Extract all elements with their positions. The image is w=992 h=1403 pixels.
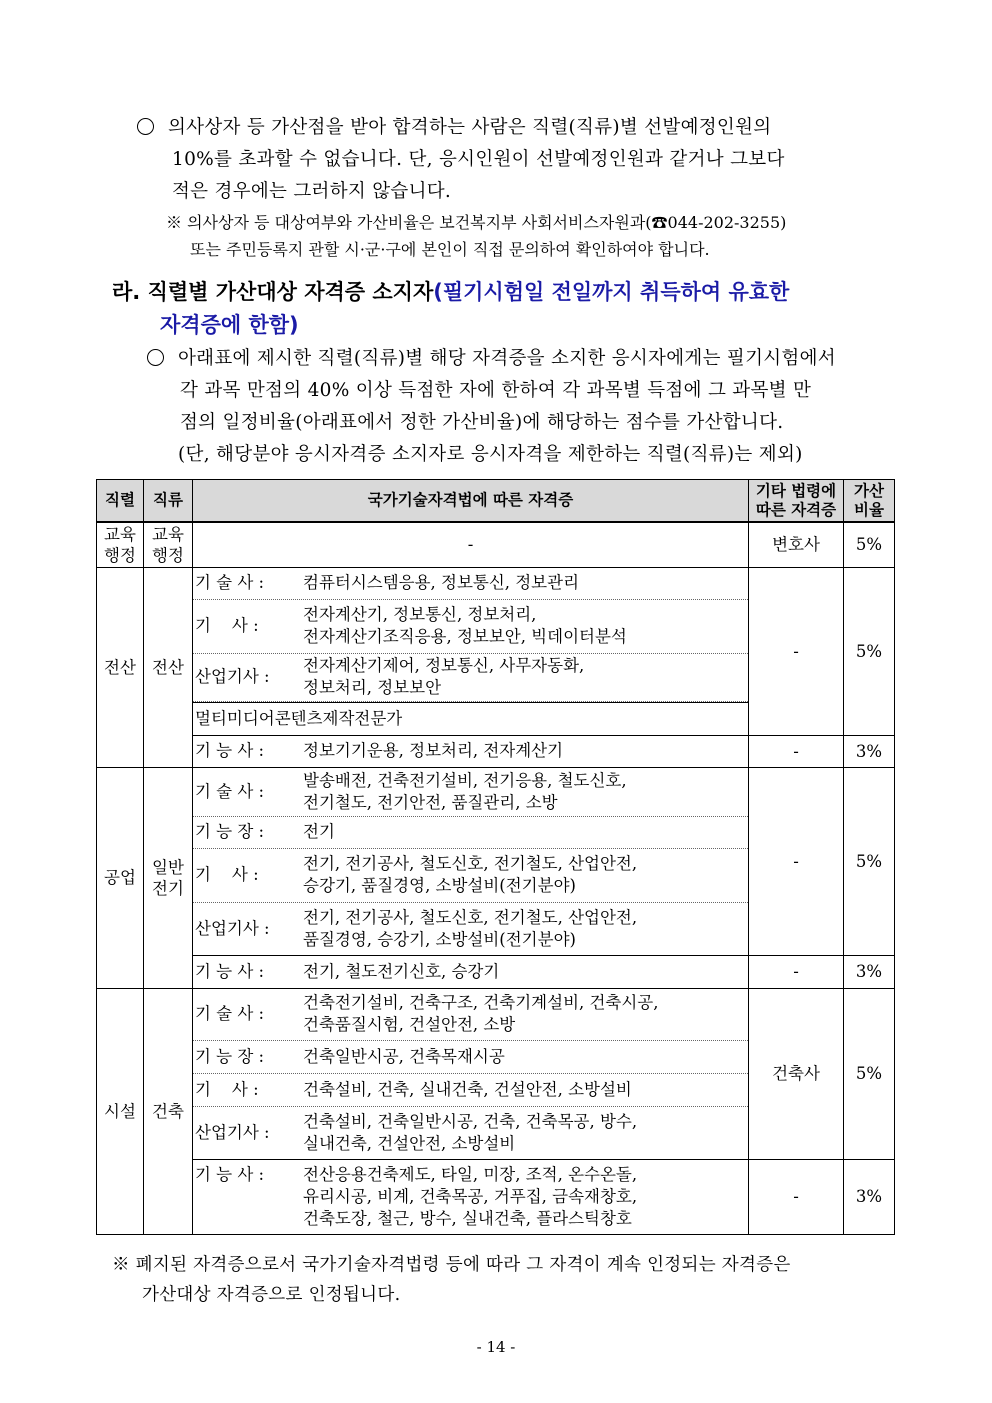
license-grade-row [193, 1107, 748, 1159]
grade-items: 발송배전, 건축전기설비, 전기응용, 철도신호, 전기철도, 전기안전, 품질관리, 소방 [303, 770, 627, 812]
series-cell: 시설 [97, 988, 144, 1234]
grade-label: 기 능 사 : [195, 1164, 265, 1184]
other-cell: - [749, 955, 844, 988]
paragraph-line: 각 과목 만점의 40% 이상 득점한 자에 한하여 각 과목별 득점에 그 과목별 만 [180, 380, 812, 401]
ratio-cell: 5% [844, 767, 895, 955]
circle-bullet-icon [137, 118, 154, 135]
grade-items: 전기, 전기공사, 철도신호, 전기철도, 산업안전, 승강기, 품질경영, 소방설비(전기분야) [303, 854, 638, 895]
section-heading-cont [160, 309, 299, 342]
license-grade-row [193, 1041, 748, 1074]
series-cell: 전산 [97, 567, 144, 767]
grade-label: 기 술 사 : [195, 1004, 265, 1023]
grade-items: 전자계산기제어, 정보통신, 사무자동화, 정보처리, 정보보안 [303, 656, 585, 697]
paragraph-line: 10%를 초과할 수 없습니다. 단, 응시인원이 선발예정인원과 같거나 그보다 [172, 149, 785, 170]
table-row [97, 522, 895, 567]
table-row [97, 767, 895, 955]
heading-qualifier: 자격증에 한함) [160, 313, 299, 337]
heading-qualifier: (필기시험일 전일까지 취득하여 유효한 [433, 280, 790, 304]
ratio-cell: 3% [844, 1159, 895, 1234]
heading-prefix: 라. 직렬별 가산대상 자격증 소지자 [112, 280, 434, 304]
license-cell: - [193, 522, 749, 567]
grade-items: 전자계산기, 정보통신, 정보처리, 전자계산기조직응용, 정보보안, 빅데이터분석 [303, 605, 627, 646]
license-cell [193, 735, 749, 767]
table-row [97, 735, 895, 767]
grade-label: 멀티미디어콘텐츠제작전문가 [195, 708, 403, 728]
grade-items: 전산응용건축제도, 타일, 미장, 조적, 온수온돌, 유리시공, 비계, 건축목공, 거푸집, 금속재창호, 건축도장, 철근, 방수, 실내건축, 플라스틱창호 [303, 1164, 638, 1228]
other-cell: - [749, 735, 844, 767]
license-grade-row [193, 654, 748, 702]
paragraph-line [137, 113, 771, 143]
footnote-line: ※ 폐지된 자격증으로서 국가기술자격법령 등에 따라 그 자격이 계속 인정되는 자격증은 [112, 1255, 791, 1275]
license-cell [193, 988, 749, 1159]
license-grade-row [193, 600, 748, 654]
grade-label: 산업기사 : [195, 1122, 270, 1142]
grade-items: 건축설비, 건축일반시공, 건축, 건축목공, 방수, 실내건축, 건설안전, 소방설비 [303, 1111, 638, 1153]
grade-items: 컴퓨터시스템응용, 정보통신, 정보관리 [303, 573, 580, 592]
license-grade-row [193, 903, 748, 955]
grade-label: 기 사 : [195, 865, 259, 884]
grade-label: 기 능 장 : [195, 1046, 265, 1066]
table-row [97, 1159, 895, 1234]
license-grade-row [193, 1160, 748, 1234]
license-cell [193, 955, 749, 988]
license-grade-row [193, 568, 748, 600]
paragraph-line: 점의 일정비율(아래표에서 정한 가산비율)에 해당하는 점수를 가산합니다. [180, 412, 784, 433]
table-row [97, 567, 895, 735]
grade-label: 기 사 : [195, 616, 259, 635]
grade-items: 전기 [303, 822, 335, 841]
paragraph-line: 적은 경우에는 그러하지 않습니다. [172, 181, 452, 202]
license-grade-row [193, 817, 748, 849]
ratio-cell: 5% [844, 522, 895, 567]
other-cell: - [749, 1159, 844, 1234]
other-cell: - [749, 767, 844, 955]
license-grade-row [193, 956, 748, 988]
text: 의사상자 등 가산점을 받아 합격하는 사람은 직렬(직류)별 선발예정인원의 [168, 117, 772, 138]
text: 아래표에 제시한 직렬(직류)별 해당 자격증을 소지한 응시자에게는 필기시험에서 [178, 348, 836, 369]
category-cell: 교육 행정 [144, 522, 193, 567]
footnote-line: 가산대상 자격증으로 인정됩니다. [142, 1285, 401, 1305]
header-series: 직렬 [97, 480, 144, 523]
grade-label: 산업기사 : [195, 918, 270, 938]
table-row [97, 955, 895, 988]
license-grade-row [193, 989, 748, 1041]
license-grade-row [193, 1074, 748, 1107]
license-grade-row [193, 849, 748, 903]
grade-label: 기 능 사 : [195, 961, 265, 981]
license-table [96, 479, 895, 1235]
grade-items: 전기, 전기공사, 철도신호, 전기철도, 산업안전, 품질경영, 승강기, 소방설비(전기분야) [303, 907, 638, 949]
grade-items: 건축전기설비, 건축구조, 건축기계설비, 건축시공, 건축품질시험, 건설안전, 소방 [303, 993, 659, 1034]
other-cell: 건축사 [749, 988, 844, 1159]
grade-label: 기 사 : [195, 1079, 259, 1099]
note-line: ※ 의사상자 등 대상여부와 가산비율은 보건복지부 사회서비스자원과(☎044-202-3255) [166, 213, 787, 232]
grade-items: 전기, 철도전기신호, 승강기 [303, 961, 500, 981]
grade-label: 기 능 장 : [195, 822, 265, 841]
license-cell [193, 767, 749, 955]
header-license: 국가기술자격법에 따른 자격증 [193, 480, 749, 523]
ratio-cell: 5% [844, 567, 895, 735]
table-header-row [97, 480, 895, 523]
grade-label: 기 술 사 : [195, 573, 265, 592]
grade-label: 기 능 사 : [195, 741, 265, 760]
note-line: 또는 주민등록지 관할 시·군·구에 본인이 직접 문의하여 확인하여야 합니다. [190, 240, 710, 259]
category-cell: 전산 [144, 567, 193, 767]
grade-items: 건축설비, 건축, 실내건축, 건설안전, 소방설비 [303, 1079, 632, 1099]
category-cell: 건축 [144, 988, 193, 1234]
table-row [97, 988, 895, 1159]
paragraph-line: (단, 해당분야 응시자격증 소지자로 응시자격을 제한하는 직렬(직류)는 제외) [178, 444, 803, 465]
license-cell [193, 567, 749, 735]
grade-label: 산업기사 : [195, 667, 270, 686]
ratio-cell: 3% [844, 955, 895, 988]
paragraph-line [147, 344, 836, 374]
license-grade-row [193, 768, 748, 817]
license-cell [193, 1159, 749, 1234]
header-other: 기타 법령에 따른 자격증 [749, 480, 844, 523]
license-grade-row [193, 702, 748, 735]
other-cell: - [749, 567, 844, 735]
series-cell: 교육 행정 [97, 522, 144, 567]
grade-label: 기 술 사 : [195, 781, 265, 801]
ratio-cell: 5% [844, 988, 895, 1159]
other-cell: 변호사 [749, 522, 844, 567]
license-grade-row [193, 736, 748, 767]
section-heading [112, 276, 789, 309]
header-category: 직류 [144, 480, 193, 523]
page-number: - 14 - [476, 1338, 516, 1356]
grade-items: 정보기기운용, 정보처리, 전자계산기 [303, 741, 564, 760]
category-cell: 일반 전기 [144, 767, 193, 988]
series-cell: 공업 [97, 767, 144, 988]
ratio-cell: 3% [844, 735, 895, 767]
header-ratio: 가산 비율 [844, 480, 895, 523]
grade-items: 건축일반시공, 건축목재시공 [303, 1046, 505, 1066]
circle-bullet-icon [147, 349, 164, 366]
